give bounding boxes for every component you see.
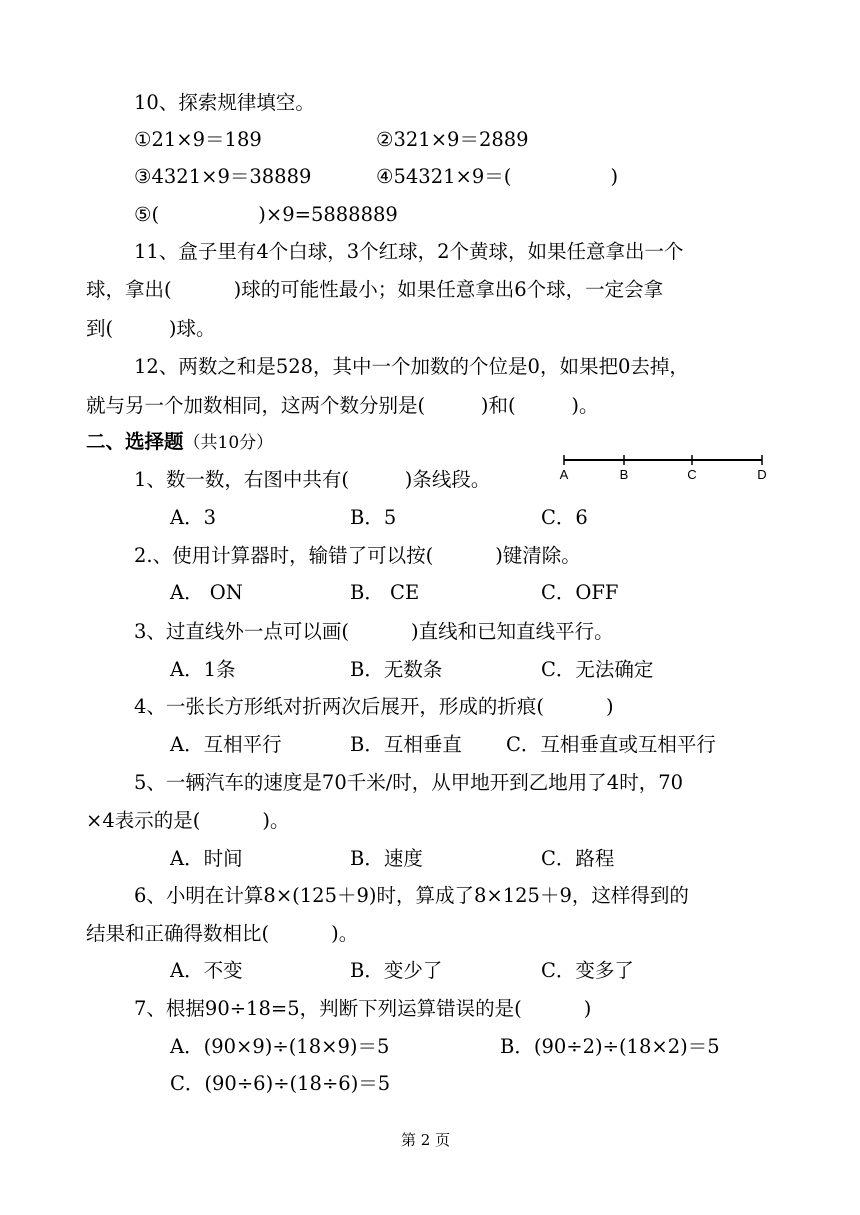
- point-label-c: C: [687, 467, 697, 482]
- q10-title: 10、探索规律填空。: [134, 91, 315, 114]
- choice1-option-c: C．6: [541, 506, 588, 529]
- page-number: 第 2 页: [401, 1131, 451, 1149]
- q12-line1: 12、两数之和是528，其中一个加数的个位是0，如果把0去掉，: [134, 355, 689, 378]
- choice6-option-b: B．变少了: [350, 959, 443, 982]
- choice5-option-a: A．时间: [170, 847, 243, 870]
- choice2-option-b: B． CE: [350, 581, 420, 604]
- choice5-option-b: B．速度: [350, 847, 423, 870]
- choice3-option-c: C．无法确定: [541, 658, 654, 681]
- choice3-option-a: A．1条: [170, 658, 236, 681]
- q10-row1-left: ①21×9＝189: [134, 128, 262, 151]
- point-label-d: D: [757, 467, 767, 482]
- point-label-b: B: [619, 467, 629, 482]
- line-segment-figure: [554, 452, 769, 482]
- choice4-question: 4、一张长方形纸对折两次后展开，形成的折痕( ): [134, 695, 614, 718]
- choice5-option-c: C．路程: [541, 847, 615, 870]
- choice2-option-c: C．OFF: [541, 581, 619, 604]
- q12-line2: 就与另一个加数相同，这两个数分别是( )和( )。: [86, 394, 599, 417]
- choice3-option-b: B．无数条: [350, 658, 443, 681]
- choice5-line1: 5、一辆汽车的速度是70千米/时，从甲地开到乙地用了4时，70: [134, 771, 684, 794]
- q10-row3: ⑤( )×9=5888889: [134, 203, 398, 226]
- q10-row2-left: ③4321×9＝38889: [134, 165, 312, 188]
- choice6-line2: 结果和正确得数相比( )。: [86, 922, 359, 945]
- choice4-option-c: C．互相垂直或互相平行: [506, 733, 716, 756]
- choice7-option-a: A．(90×9)÷(18×9)＝5: [170, 1035, 390, 1058]
- choice4-option-b: B．互相垂直: [350, 733, 462, 756]
- choice3-question: 3、过直线外一点可以画( )直线和已知直线平行。: [134, 620, 614, 643]
- q10-row1-right: ②321×9＝2889: [376, 128, 529, 151]
- choice6-option-c: C．变多了: [541, 959, 634, 982]
- section2-score: （共10分）: [183, 433, 274, 453]
- choice1-option-b: B．5: [350, 506, 397, 529]
- q10-row2-right: ④54321×9＝( ): [376, 165, 619, 188]
- q11-line3: 到( )球。: [86, 317, 216, 340]
- choice4-option-a: A．互相平行: [170, 733, 282, 756]
- choice6-option-a: A．不变: [170, 959, 243, 982]
- choice6-line1: 6、小明在计算8×(125＋9)时，算成了8×125＋9，这样得到的: [134, 884, 689, 907]
- section2-title: 二、选择题: [86, 430, 184, 453]
- choice7-option-c: C．(90÷6)÷(18÷6)＝5: [170, 1072, 391, 1095]
- choice1-option-a: A．3: [170, 506, 216, 529]
- choice7-option-b: B．(90÷2)÷(18×2)＝5: [500, 1035, 720, 1058]
- q11-line1: 11、盒子里有4个白球，3个红球，2个黄球，如果任意拿出一个: [134, 240, 684, 263]
- choice2-option-a: A． ON: [170, 581, 243, 604]
- choice1-question: 1、数一数，右图中共有( )条线段。: [134, 468, 491, 491]
- q11-line2: 球，拿出( )球的可能性最小；如果任意拿出6个球，一定会拿: [86, 278, 664, 301]
- choice2-question: 2.、使用计算器时，输错了可以按( )键清除。: [134, 544, 581, 567]
- choice5-line2: ×4表示的是( )。: [86, 809, 290, 832]
- section2-heading: [86, 432, 273, 452]
- choice7-question: 7、根据90÷18=5，判断下列运算错误的是( ): [134, 997, 592, 1020]
- point-label-a: A: [559, 467, 569, 482]
